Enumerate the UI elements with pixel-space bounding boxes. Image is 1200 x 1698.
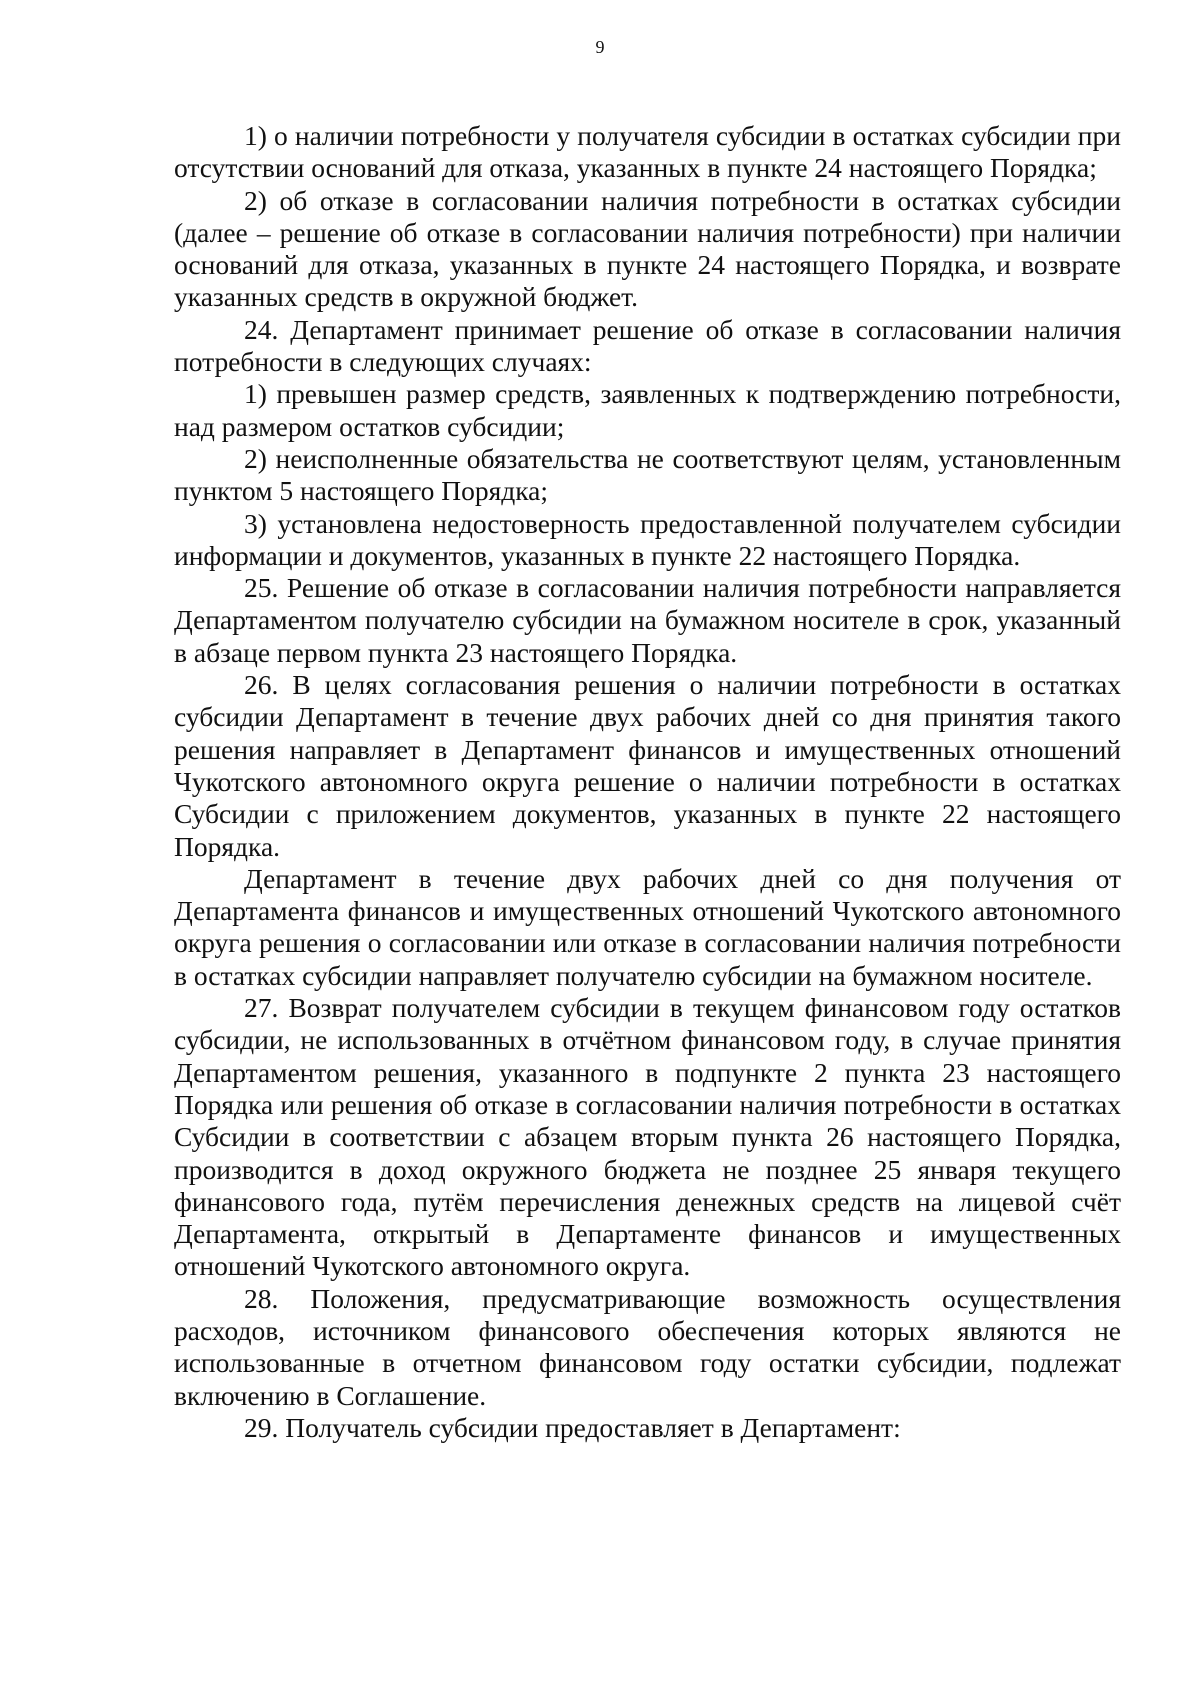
paragraph-26-second: Департамент в течение двух рабочих дней со дня получения от Департамента финансов и имущественных отношений Чукотского автономного округа решения о согласовании или отказе в согласовании наличия потребности в остатках субсидии направляет получателю субсидии на бумажном носителе. [174, 862, 1121, 991]
paragraph-28: 28. Положения, предусматривающие возможность осуществления расходов, источником финансового обеспечения которых являются не использованные в отчетном финансовом году остатки субсидии, подлежат включению в Соглашение. [174, 1282, 1121, 1411]
page-number: 9 [595, 37, 605, 57]
paragraph-24-1: 1) превышен размер средств, заявленных к подтверждению потребности, над размером остатков субсидии; [174, 378, 1121, 442]
paragraph-26: 26. В целях согласования решения о наличии потребности в остатках субсидии Департамент в течение двух рабочих дней со дня принятия такого решения направляет в Департамент финансов и имущественных отношений Чукотского автономного округа решение о наличии потребности в остатках Субсидии с приложением документов, указанных в пункте 22 настоящего Порядка. [174, 669, 1121, 862]
paragraph-24-3: 3) установлена недостоверность предоставленной получателем субсидии информации и документов, указанных в пункте 22 настоящего Порядка. [174, 507, 1121, 571]
paragraph-24-2: 2) неисполненные обязательства не соответствуют целям, установленным пунктом 5 настоящего Порядка; [174, 442, 1121, 507]
document-body [174, 120, 1121, 1444]
paragraph-23-1: 1) о наличии потребности у получателя субсидии в остатках субсидии при отсутствии оснований для отказа, указанных в пункте 24 настоящего Порядка; [174, 120, 1121, 184]
paragraph-23-2: 2) об отказе в согласовании наличия потребности в остатках субсидии (далее – решение об отказе в согласовании наличия потребности) при наличии оснований для отказа, указанных в пункте 24 настоящего Порядка, и возврате указанных средств в окружной бюджет. [174, 184, 1121, 313]
paragraph-27: 27. Возврат получателем субсидии в текущем финансовом году остатков субсидии, не использованных в отчётном финансовом году, в случае принятия Департаментом решения, указанного в подпункте 2 пункта 23 настоящего Порядка или решения об отказе в согласовании наличия потребности в остатках Субсидии в соответствии с абзацем вторым пункта 26 настоящего Порядка, производится в доход окружного бюджета не позднее 25 января текущего финансового года, путём перечисления денежных средств на лицевой счёт Департамента, открытый в Департаменте финансов и имущественных отношений Чукотского автономного округа. [174, 992, 1121, 1282]
paragraph-24: 24. Департамент принимает решение об отказе в согласовании наличия потребности в следующих случаях: [174, 313, 1121, 378]
paragraph-25: 25. Решение об отказе в согласовании наличия потребности направляется Департаментом получателю субсидии на бумажном носителе в срок, указанный в абзаце первом пункта 23 настоящего Порядка. [174, 572, 1121, 668]
paragraph-29: 29. Получатель субсидии предоставляет в Департамент: [244, 1411, 901, 1443]
